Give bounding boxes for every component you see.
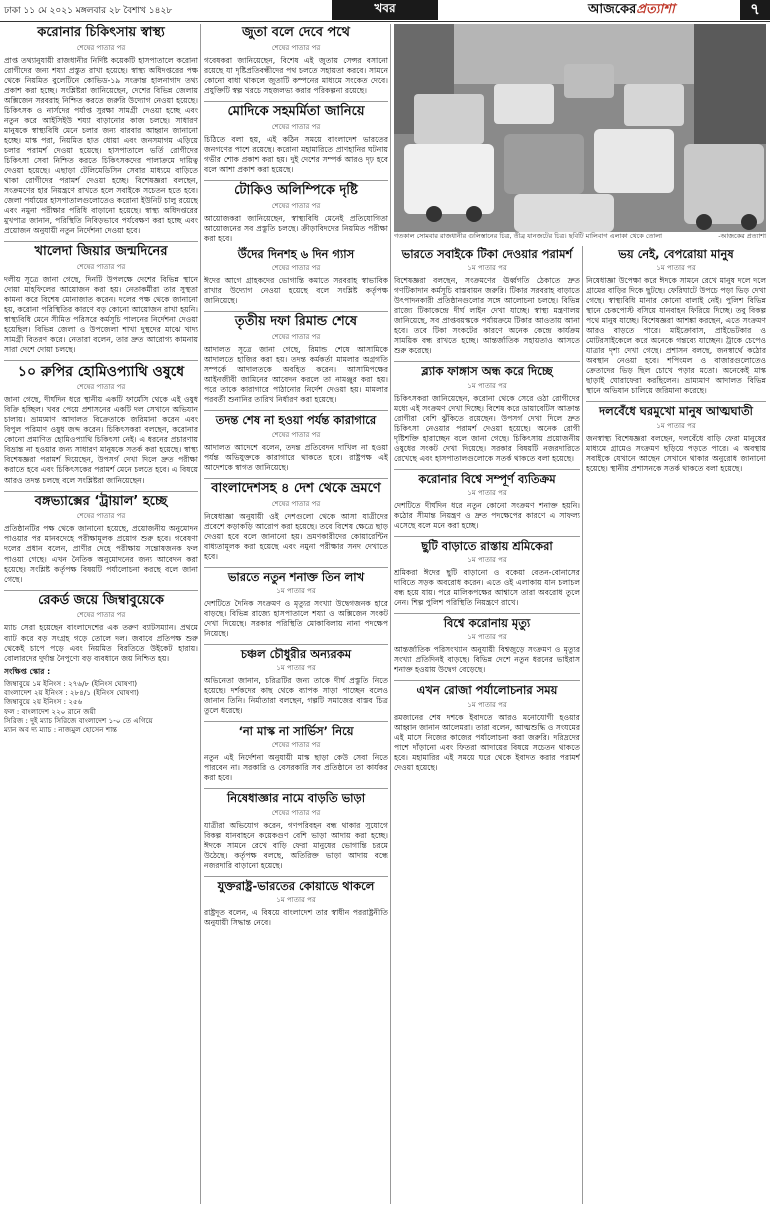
news-article (394, 248, 580, 356)
article-headline: ‘না মাস্ক না সার্ভিস’ নিয়ে (238, 724, 354, 739)
continuation-note: শেষের পাতার পর (76, 263, 126, 272)
article-divider (4, 360, 198, 361)
continuation-note: শেষের পাতার পর (271, 741, 321, 750)
news-article (204, 248, 388, 306)
article-divider (4, 590, 198, 591)
article-headline: যুক্তরাষ্ট্র-ভারতের কোয়াডে থাকলে (217, 878, 375, 893)
article-body: অভিনেতা জানান, চরিত্রটির জন্য তাকে দীর্ঘ প্রস্তুতি নিতে হয়েছে। দর্শকদের কাছ থেকে ব্যাপক সাড়া পাচ্ছেন বলেও জানান তিনি। নির্মাতারা বলছেন, গল্পটি সমাজের বাস্তব চিত্র তুলে ধরেছে। (204, 676, 388, 716)
continuation-note: ১ম পাতার পর (656, 421, 696, 430)
article-headline: তৃতীয় দফা রিমান্ড শেষে (234, 314, 358, 330)
article-divider (394, 536, 580, 537)
article-divider (204, 644, 388, 645)
photo-credit: -আজকের প্রত্যাশা (718, 232, 766, 240)
column-1 (4, 24, 198, 1204)
column-2-top (204, 24, 388, 242)
logo-text-primary: আজকের (588, 1, 637, 17)
continuation-note: শেষের পাতার পর (271, 430, 321, 439)
news-article (4, 26, 198, 236)
article-headline: মোদিকে সহমর্মিতা জানিয়ে (227, 104, 365, 119)
continuation-note: শেষের পাতার পর (76, 512, 126, 521)
continuation-note: ১ম পাতার পর (467, 488, 507, 497)
article-body: নিষেধাজ্ঞা উপেক্ষা করে ঈদকে সামনে রেখে মানুষ দলে দলে গ্রামের বাড়ির দিকে ছুটছে। ফেরিঘাটে উপচে পড়া ভিড় দেখা গেছে। স্বাস্থ্যবিধি মানার কোনো বালাই নেই। পুলিশ বিভিন্ন স্থানে চেকপোস্ট বসিয়ে যানবাহন ফিরিয়ে দিচ্ছে। তবু বিকল্প পথে মানুষ যাচ্ছে। বিশেষজ্ঞরা আশঙ্কা করছেন, এতে সংক্রমণ আরও বাড়তে পারে। মাইক্রোবাস, প্রাইভেটকার ও মোটরসাইকেলে করে অনেকে গন্তব্যে যাচ্ছেন। ট্রাকে চেপেও যাত্রার দৃশ্য দেখা গেছে। প্রশাসন বলছে, জনস্বার্থে কঠোর অবস্থান নেওয়া হবে। শপিংমল ও বাজারগুলোতেও ক্রেতাদের ভিড় ছিল চোখে পড়ার মতো। অনেকেই মাস্ক ছাড়াই ঘোরাফেরা করছিলেন। ভ্রাম্যমাণ আদালত বিভিন্ন স্থানে অভিযান চালিয়ে জরিমানা করেছে। (586, 276, 766, 396)
continuation-note: ১ম পাতার পর (467, 633, 507, 642)
article-headline: করোনার বিশ্বে সম্পূর্ণ ব্যতিক্রম (418, 471, 556, 486)
article-headline: করোনার চিকিৎসায় স্বাস্থ্য (37, 25, 165, 40)
article-headline: চঞ্চল চৌধুরীর অন্যরকম (240, 646, 352, 661)
news-article (204, 482, 388, 562)
article-headline: বঙ্গভ্যাক্সের ‘ট্রায়াল’ হচ্ছে (34, 493, 168, 509)
section-label: খবর (332, 0, 438, 20)
article-body: আয়োজকরা জানিয়েছেন, স্বাস্থ্যবিধি মেনেই প্রতিযোগিতা আয়োজনের সব প্রস্তুতি চলছে। ক্রীড়াবিদদের নিয়মিত পরীক্ষা করা হবে। (204, 213, 388, 242)
article-body: দেশটিতে দৈনিক সংক্রমণ ও মৃত্যুর সংখ্যা উদ্বেগজনক হারে বাড়ছে। বিভিন্ন রাজ্যে হাসপাতালে শয্যা ও অক্সিজেন সংকট দেখা দিয়েছে। সরকার পরিস্থিতি মোকাবিলায় নানা পদক্ষেপ নিয়েছে। (204, 598, 388, 638)
logo-text-accent: প্রত্যাশা (636, 1, 675, 17)
article-headline: এখন রোজা পর্যালোচনার সময় (416, 683, 558, 698)
continuation-note: শেষের পাতার পর (271, 201, 321, 210)
article-divider (4, 241, 198, 242)
article-divider (394, 361, 580, 362)
news-article (4, 364, 198, 485)
article-headline: ব্ল্যাক ফাঙ্গাস অন্ধ করে দিচ্ছে (421, 364, 553, 379)
article-headline: ১০ রুপির হোমিওপ্যাথি ওষুধে (17, 364, 185, 381)
article-headline: ভয় নেই, বেপরোয়া মানুষ (618, 247, 734, 261)
article-body: দেশটিতে দীর্ঘদিন ধরে নতুন কোনো সংক্রমণ শনাক্ত হয়নি। কঠোর সীমান্ত নিয়ন্ত্রণ ও দ্রুত পদক্ষেপের কারণে এ সাফল্য এসেছে বলে মনে করা হচ্ছে। (394, 500, 580, 530)
continuation-note: ১ম পাতার পর (467, 700, 507, 709)
scoreboard-line: সিরিজ : দুই ম্যাচ সিরিজে বাংলাদেশ ১-০ তে এগিয়ে (4, 715, 153, 725)
article-divider (204, 876, 388, 877)
street-scene-illustration (394, 24, 766, 232)
news-article (394, 684, 580, 772)
article-body: গবেষকরা জানিয়েছেন, বিশেষ এই জুতায় সেন্সর বসানো রয়েছে যা দৃষ্টিপ্রতিবন্ধীদের পথ চলতে সহায়তা করবে। সামনে কোনো বাধা থাকলে জুতাটি কম্পনের মাধ্যমে সংকেত দেবে। প্রযুক্তিটি স্বল্প খরচে সহজলভ্য করার পরিকল্পনা রয়েছে। (204, 55, 388, 95)
scoreboard-line: জিম্বাবুয়ে ২য় ইনিংস : ২৫৬ (4, 697, 83, 707)
news-article (204, 26, 388, 96)
photo-caption (394, 233, 766, 241)
news-article (204, 880, 388, 928)
news-article (204, 571, 388, 639)
news-article (4, 495, 198, 585)
article-headline: উঁদের দিনশহ ৬ দিন গ্যাস (237, 247, 355, 261)
news-article (204, 725, 388, 783)
article-body: জনস্বাস্থ্য বিশেষজ্ঞরা বলছেন, দলবেঁধে বাড়ি ফেরা মানুষের মাধ্যমে গ্রামেও সংক্রমণ ছড়িয়ে পড়তে পারে। এ অবস্থায় সবাইকে যেখানে আছেন সেখানে থাকার অনুরোধ জানানো হয়েছে। স্থানীয় প্রশাসনকে সতর্ক থাকতে বলা হয়েছে। (586, 433, 766, 473)
newspaper-logo (588, 0, 675, 20)
article-headline: ভারতে সবাইকে টিকা দেওয়ার পরামর্শ (401, 247, 573, 261)
article-divider (204, 788, 388, 789)
article-divider (394, 469, 580, 470)
article-body: ঈদের আগে গ্রাহকদের ভোগান্তি কমাতে সরবরাহ স্বাভাবিক রাখার উদ্যোগ নেওয়া হয়েছে বলে সংশ্লিষ্ট কর্তৃপক্ষ জানিয়েছে। (204, 276, 388, 306)
continuation-note: শেষের পাতার পর (271, 264, 321, 273)
continuation-note: ১ম পাতার পর (467, 556, 507, 565)
issue-date: ঢাকা ১১ মে ২০২১ মঙ্গলবার ২৮ বৈশাখ ১৪২৮ (4, 6, 173, 16)
article-body: চিঠিতে বলা হয়, এই কঠিন সময়ে বাংলাদেশ ভারতের জনগণের পাশে রয়েছে। করোনা মহামারিতে প্রাণহানির ঘটনায় গভীর শোক প্রকাশ করা হয়। দুই দেশের সম্পর্ক আরও দৃঢ় হবে বলে আশা প্রকাশ করা হয়েছে। (204, 134, 388, 174)
continuation-note: শেষের পাতার পর (271, 122, 321, 131)
column-3 (394, 246, 580, 1204)
article-divider (394, 613, 580, 614)
article-body: দলীয় সূত্রে জানা গেছে, দিনটি উপলক্ষে দেশের বিভিন্ন স্থানে দোয়া মাহফিলের আয়োজন করা হয়। নেতাকর্মীরা তার সুস্থতা কামনা করে বিশেষ মোনাজাত করেন। দলের পক্ষ থেকে জানানো হয়, করোনা পরিস্থিতির কারণে বড় কোনো আয়োজন রাখা হয়নি। স্বাস্থ্যবিধি মেনে সীমিত পরিসরে কর্মসূচি পালনের নির্দেশনা দেওয়া হয়েছিল। বিভিন্ন জেলা ও উপজেলা শাখা দুস্থদের মাঝে খাদ্য সামগ্রী বিতরণ করে। নেতারা বলেন, তার দ্রুত আরোগ্য কামনায় সারা দেশে দোয়া চলছে। (4, 275, 198, 355)
article-headline: দলবেঁধে ঘরমুখো মানুষ আত্মঘাতী (599, 404, 753, 419)
article-headline: নিষেধাজ্ঞার নামে বাড়তি ভাড়া (226, 791, 366, 806)
article-divider (586, 401, 766, 402)
article-body: জানা গেছে, দীর্ঘদিন ধরে স্থানীয় একটি ফার্মেসি থেকে এই ওষুধ বিক্রি হচ্ছিল। খবর পেয়ে প্রশাসনের একটি দল সেখানে অভিযান চালায়। ভ্রাম্যমাণ আদালত বিক্রেতাকে জরিমানা করেন এবং বিপুল পরিমাণ ওষুধ জব্দ করেন। চিকিৎসকরা বলছেন, করোনার কোনো প্রমাণিত হোমিওপ্যাথি চিকিৎসা নেই। এ ধরনের প্রচারণায় বিভ্রান্ত না হওয়ার জন্য সাধারণ মানুষকে সতর্ক করা হয়েছে। স্বাস্থ্য বিশেষজ্ঞরা পরামর্শ দিয়েছেন, উপসর্গ দেখা দিলে দ্রুত পরীক্ষা করাতে হবে এবং চিকিৎসকের পরামর্শ মেনে চলতে হবে। এ বিষয়ে আরও তদন্ত চলছে বলে সংশ্লিষ্টরা জানিয়েছেন। (4, 395, 198, 485)
continuation-note: শেষের পাতার পর (271, 808, 321, 817)
article-body: প্রতিষ্ঠানটির পক্ষ থেকে জানানো হয়েছে, প্রয়োজনীয় অনুমোদন পাওয়ার পর মানবদেহে পরীক্ষামূলক প্রয়োগ শুরু হবে। গবেষণা দলের প্রধান বলেন, প্রাণীর দেহে পরীক্ষায় সন্তোষজনক ফল পাওয়া গেছে। এখন নৈতিক অনুমোদনের জন্য আবেদন করা হয়েছে। সংশ্লিষ্ট কর্তৃপক্ষ বিষয়টি পর্যালোচনা করছে বলে জানা গেছে। (4, 524, 198, 584)
caption-text: গতকাল সোমবার রাজধানীর গুলিস্তানের চিত্র, তীব্র যানজটের চিত্র। ছবিটি মালিবাগ এলাকা থেকে তোলা (394, 232, 663, 240)
scoreboard-line: বাংলাদেশ ২য় ইনিংস : ২৮৪/১ (ইনিংস ঘোষণা) (4, 687, 139, 697)
continuation-note: ১ম পাতার পর (276, 664, 316, 673)
article-divider (204, 721, 388, 722)
article-divider (204, 180, 388, 181)
header-rule (0, 21, 770, 22)
traffic-jam-photo (394, 24, 766, 232)
continuation-note: শেষের পাতার পর (271, 43, 321, 52)
news-article (204, 648, 388, 716)
scoreboard-title: সংক্ষিপ্ত স্কোর : (4, 666, 51, 676)
article-headline: বাংলাদেশসহ ৪ দেশ থেকে ভ্রমণে (211, 480, 381, 496)
article-body: বিশেষজ্ঞরা বলছেন, সংক্রমণের ঊর্ধ্বগতি ঠেকাতে দ্রুত গণটিকাদান কর্মসূচি বাস্তবায়ন জরুরি। টিকার সরবরাহ বাড়াতে উৎপাদনকারী প্রতিষ্ঠানগুলোর সঙ্গে আলোচনা চলছে। বিভিন্ন রাজ্যে টিকাকেন্দ্রে দীর্ঘ লাইন দেখা যাচ্ছে। স্বাস্থ্য মন্ত্রণালয় জানিয়েছে, সব প্রাপ্তবয়স্ককে পর্যায়ক্রমে টিকার আওতায় আনা হবে। তবে টিকা সংকটের কারণে অনেক কেন্দ্রে কার্যক্রম সাময়িক বন্ধ রাখতে হচ্ছে। আন্তর্জাতিক সহায়তাও আসতে শুরু করেছে। (394, 276, 580, 356)
news-article (204, 184, 388, 242)
column-4 (586, 246, 766, 1204)
article-divider (204, 410, 388, 411)
column-2-lower (204, 246, 388, 1204)
article-headline: ভারতে নতুন শনাক্ত তিন লাখ (227, 569, 365, 584)
continuation-note: শেষের পাতার পর (271, 499, 321, 508)
page-header (0, 0, 770, 20)
news-article (394, 540, 580, 608)
article-body: আদালত আদেশে বলেন, তদন্ত প্রতিবেদন দাখিল না হওয়া পর্যন্ত অভিযুক্তকে কারাগারে থাকতে হবে। রাষ্ট্রপক্ষ এই আদেশকে স্বাগত জানিয়েছে। (204, 442, 388, 472)
continuation-note: ১ম পাতার পর (656, 264, 696, 273)
article-body: আদালত সূত্রে জানা গেছে, রিমান্ড শেষে আসামিকে আদালতে হাজির করা হয়। তদন্ত কর্মকর্তা মামলার অগ্রগতি সম্পর্কে আদালতকে অবহিত করেন। আসামিপক্ষের আইনজীবী জামিনের আবেদন করলে তা নামঞ্জুর করা হয়। পরে তাকে কারাগারে পাঠানোর নির্দেশ দেওয়া হয়। মামলার পরবর্তী শুনানির তারিখ নির্ধারণ করা হয়েছে। (204, 345, 388, 405)
column-divider (200, 24, 201, 1204)
article-body: প্রাপ্ত তথ্যানুযায়ী রাজধানীর নির্দিষ্ট কয়েকটি হাসপাতালে করোনা রোগীদের জন্য শয্যা প্রস্তুত রাখা হয়েছে। স্বাস্থ্য অধিদপ্তরের পক্ষ থেকে নিয়মিত বুলেটিনে কোভিড-১৯ সংক্রান্ত হালনাগাদ তথ্য প্রকাশ করা হচ্ছে। সংশ্লিষ্টরা জানিয়েছেন, দেশের বিভিন্ন জেলায় অক্সিজেন সরবরাহ নিশ্চিত করতে জরুরি উদ্যোগ নেওয়া হয়েছে। চিকিৎসক ও নার্সদের পর্যাপ্ত সুরক্ষা সামগ্রী দেওয়া হচ্ছে এবং নতুন করে আইসিইউ শয্যা বাড়ানোর কাজ চলছে। সাধারণ মানুষকে স্বাস্থ্যবিধি মেনে চলার জন্য বারবার আহ্বান জানানো হচ্ছে। মাস্ক পরা, নিয়মিত হাত ধোয়া এবং জনসমাগম এড়িয়ে চলার পরামর্শ দেওয়া হয়েছে। হাসপাতালে ভর্তি রোগীদের চিকিৎসা সেবা নিশ্চিত করতে চিকিৎসকদের পালাক্রমে দায়িত্ব দেওয়া হয়েছে। এছাড়া টেলিমেডিসিন সেবার মাধ্যমে বাড়িতে থাকা রোগীদের পরামর্শ দেওয়া হচ্ছে। বিশেষজ্ঞরা বলছেন, সংক্রমণের হার নিয়ন্ত্রণে রাখতে হলে সবাইকে সচেতন হতে হবে। জেলা পর্যায়ের হাসপাতালগুলোতেও করোনা ইউনিট চালু রয়েছে এবং নমুনা পরীক্ষার পরিধি বাড়ানো হয়েছে। স্বাস্থ্য অধিদপ্তরের মুখপাত্র জানান, পরিস্থিতি নিবিড়ভাবে পর্যবেক্ষণ করা হচ্ছে এবং প্রয়োজন অনুযায়ী নতুন নির্দেশনা দেওয়া হবে। (4, 55, 198, 236)
continuation-note: ১ম পাতার পর (467, 381, 507, 390)
scoreboard-line: জিম্বাবুয়ে ১ম ইনিংস : ২৭৬/৮ (ইনিংস ঘোষণা) (4, 678, 138, 688)
news-article (394, 473, 580, 531)
article-divider (394, 680, 580, 681)
continuation-note: ১ম পাতার পর (276, 895, 316, 904)
continuation-note: শেষের পাতার পর (76, 383, 126, 392)
article-body: নতুন এই নির্দেশনা অনুযায়ী মাস্ক ছাড়া কেউ সেবা নিতে পারবেন না। সরকারি ও বেসরকারি সব প্রতিষ্ঠানে তা কার্যকর করা হবে। (204, 753, 388, 783)
news-article (4, 594, 198, 735)
article-headline: জুতা বলে দেবে পথে (242, 25, 350, 40)
article-body: শ্রমিকরা ঈদের ছুটি বাড়ানো ও বকেয়া বেতন-বোনাসের দাবিতে সড়ক অবরোধ করেন। এতে ওই এলাকায় যান চলাচল বন্ধ হয়ে যায়। পরে মালিকপক্ষের আশ্বাসে তারা অবরোধ তুলে নেন। শিল্প পুলিশ পরিস্থিতি নিয়ন্ত্রণে রাখে। (394, 568, 580, 608)
scoreboard-line: ফল : বাংলাদেশ ২২০ রানে জয়ী (4, 706, 96, 716)
article-headline: টোকিও অলিম্পিকে দৃষ্টি (234, 183, 358, 198)
article-headline: তদন্ত শেষ না হওয়া পর্যন্ত কারাগারে (215, 413, 377, 428)
article-divider (204, 101, 388, 102)
continuation-note: শেষের পাতার পর (271, 333, 321, 342)
article-divider (204, 567, 388, 568)
article-headline: বিশ্বে করোনায় মৃত্যু (443, 616, 531, 631)
news-article (586, 405, 766, 473)
article-headline: ছুটি বাড়াতে রাস্তায় শ্রমিকেরা (421, 538, 553, 553)
news-article (394, 617, 580, 675)
continuation-note: শেষের পাতার পর (76, 43, 126, 52)
continuation-note: ১ম পাতার পর (467, 264, 507, 273)
scoreboard-line: ম্যান অব দ্য ম্যাচ : নাজমুল হোসেন শান্ত (4, 725, 118, 735)
article-body: রাষ্ট্রদূত বলেন, এ বিষয়ে বাংলাদেশ তার স্বাধীন পররাষ্ট্রনীতি অনুযায়ী সিদ্ধান্ত নেবে। (204, 907, 388, 927)
article-headline: রেকর্ড জয়ে জিম্বাবুয়েকে (38, 592, 164, 608)
article-body: যাত্রীরা অভিযোগ করেন, গণপরিবহন বন্ধ থাকার সুযোগে বিকল্প যানবাহনে কয়েকগুণ বেশি ভাড়া আদায় করা হচ্ছে। ঈদকে সামনে রেখে বাড়ি ফেরা মানুষের ভোগান্তি চরমে উঠেছে। কর্তৃপক্ষ বলছে, অতিরিক্ত ভাড়া আদায় বন্ধে নজরদারি বাড়ানো হয়েছে। (204, 820, 388, 870)
page-number: ৭ (740, 0, 770, 20)
continuation-note: ১ম পাতার পর (276, 586, 316, 595)
article-body: ম্যাচ সেরা হয়েছেন বাংলাদেশের এক তরুণ ব্যাটসম্যান। প্রথমে ব্যাট করে বড় সংগ্রহ গড়ে তোলে দল। জবাবে প্রতিপক্ষ শুরু থেকেই চাপে পড়ে এবং নিয়মিত বিরতিতে উইকেট হারায়। বোলারদের দুর্দান্ত নৈপুণ্যে বড় ব্যবধানে জয় নিশ্চিত হয়। (4, 623, 198, 663)
news-article (586, 248, 766, 396)
article-divider (204, 478, 388, 479)
column-divider (582, 246, 583, 1204)
continuation-note: শেষের পাতার পর (76, 611, 126, 620)
article-body: রমজানের শেষ দশকে ইবাদতে আরও মনোযোগী হওয়ার আহ্বান জানান আলেমরা। তারা বলেন, আত্মশুদ্ধি ও সংযমের এই মাসে নিজের কাজের পর্যালোচনা করা জরুরি। দরিদ্রদের পাশে দাঁড়ানো এবং ফিতরা আদায়ের বিষয়ে সচেতন থাকতে হবে। মহামারির এই সময়ে ঘরে থেকে ইবাদত করার পরামর্শ দেওয়া হয়েছে। (394, 712, 580, 772)
article-body: আন্তর্জাতিক পরিসংখ্যান অনুযায়ী বিশ্বজুড়ে সংক্রমণ ও মৃত্যুর সংখ্যা প্রতিদিনই বাড়ছে। বিভিন্ন দেশে নতুন ধরনের ভাইরাস শনাক্ত হওয়ায় উদ্বেগ বেড়েছে। (394, 645, 580, 675)
column-divider (390, 24, 391, 1204)
article-divider (4, 491, 198, 492)
news-article (204, 315, 388, 405)
article-body: নিষেধাজ্ঞা অনুযায়ী ওই দেশগুলো থেকে আসা যাত্রীদের প্রবেশে কড়াকড়ি আরোপ করা হয়েছে। তবে বিশেষ ক্ষেত্রে ছাড় দেওয়া হবে বলে জানানো হয়। ভ্রমণকারীদের কোয়ারেন্টিন বাধ্যতামূলক করা হয়েছে এবং নমুনা পরীক্ষার সনদ দেখাতে হবে। (204, 511, 388, 561)
article-headline: খালেদা জিয়ার জন্মদিনের (34, 244, 168, 260)
article-body: চিকিৎসকরা জানিয়েছেন, করোনা থেকে সেরে ওঠা রোগীদের মধ্যে এই সংক্রমণ দেখা দিচ্ছে। বিশেষ করে ডায়াবেটিস আক্রান্ত রোগীরা বেশি ঝুঁকিতে রয়েছেন। উপসর্গ দেখা দিলে দ্রুত চিকিৎসা নেওয়ার পরামর্শ দেওয়া হয়েছে। অনেক রোগী দৃষ্টিশক্তি হারাচ্ছেন বলে জানা গেছে। চিকিৎসায় প্রয়োজনীয় ওষুধের সংকট দেখা দিয়েছে। সরকার বিষয়টি নজরদারিতে রেখেছে এবং হাসপাতালগুলোকে সতর্ক থাকতে বলা হয়েছে। (394, 393, 580, 463)
news-article (204, 792, 388, 870)
article-divider (204, 311, 388, 312)
news-article (394, 365, 580, 463)
news-article (204, 105, 388, 175)
news-article (4, 245, 198, 355)
news-article (204, 414, 388, 472)
